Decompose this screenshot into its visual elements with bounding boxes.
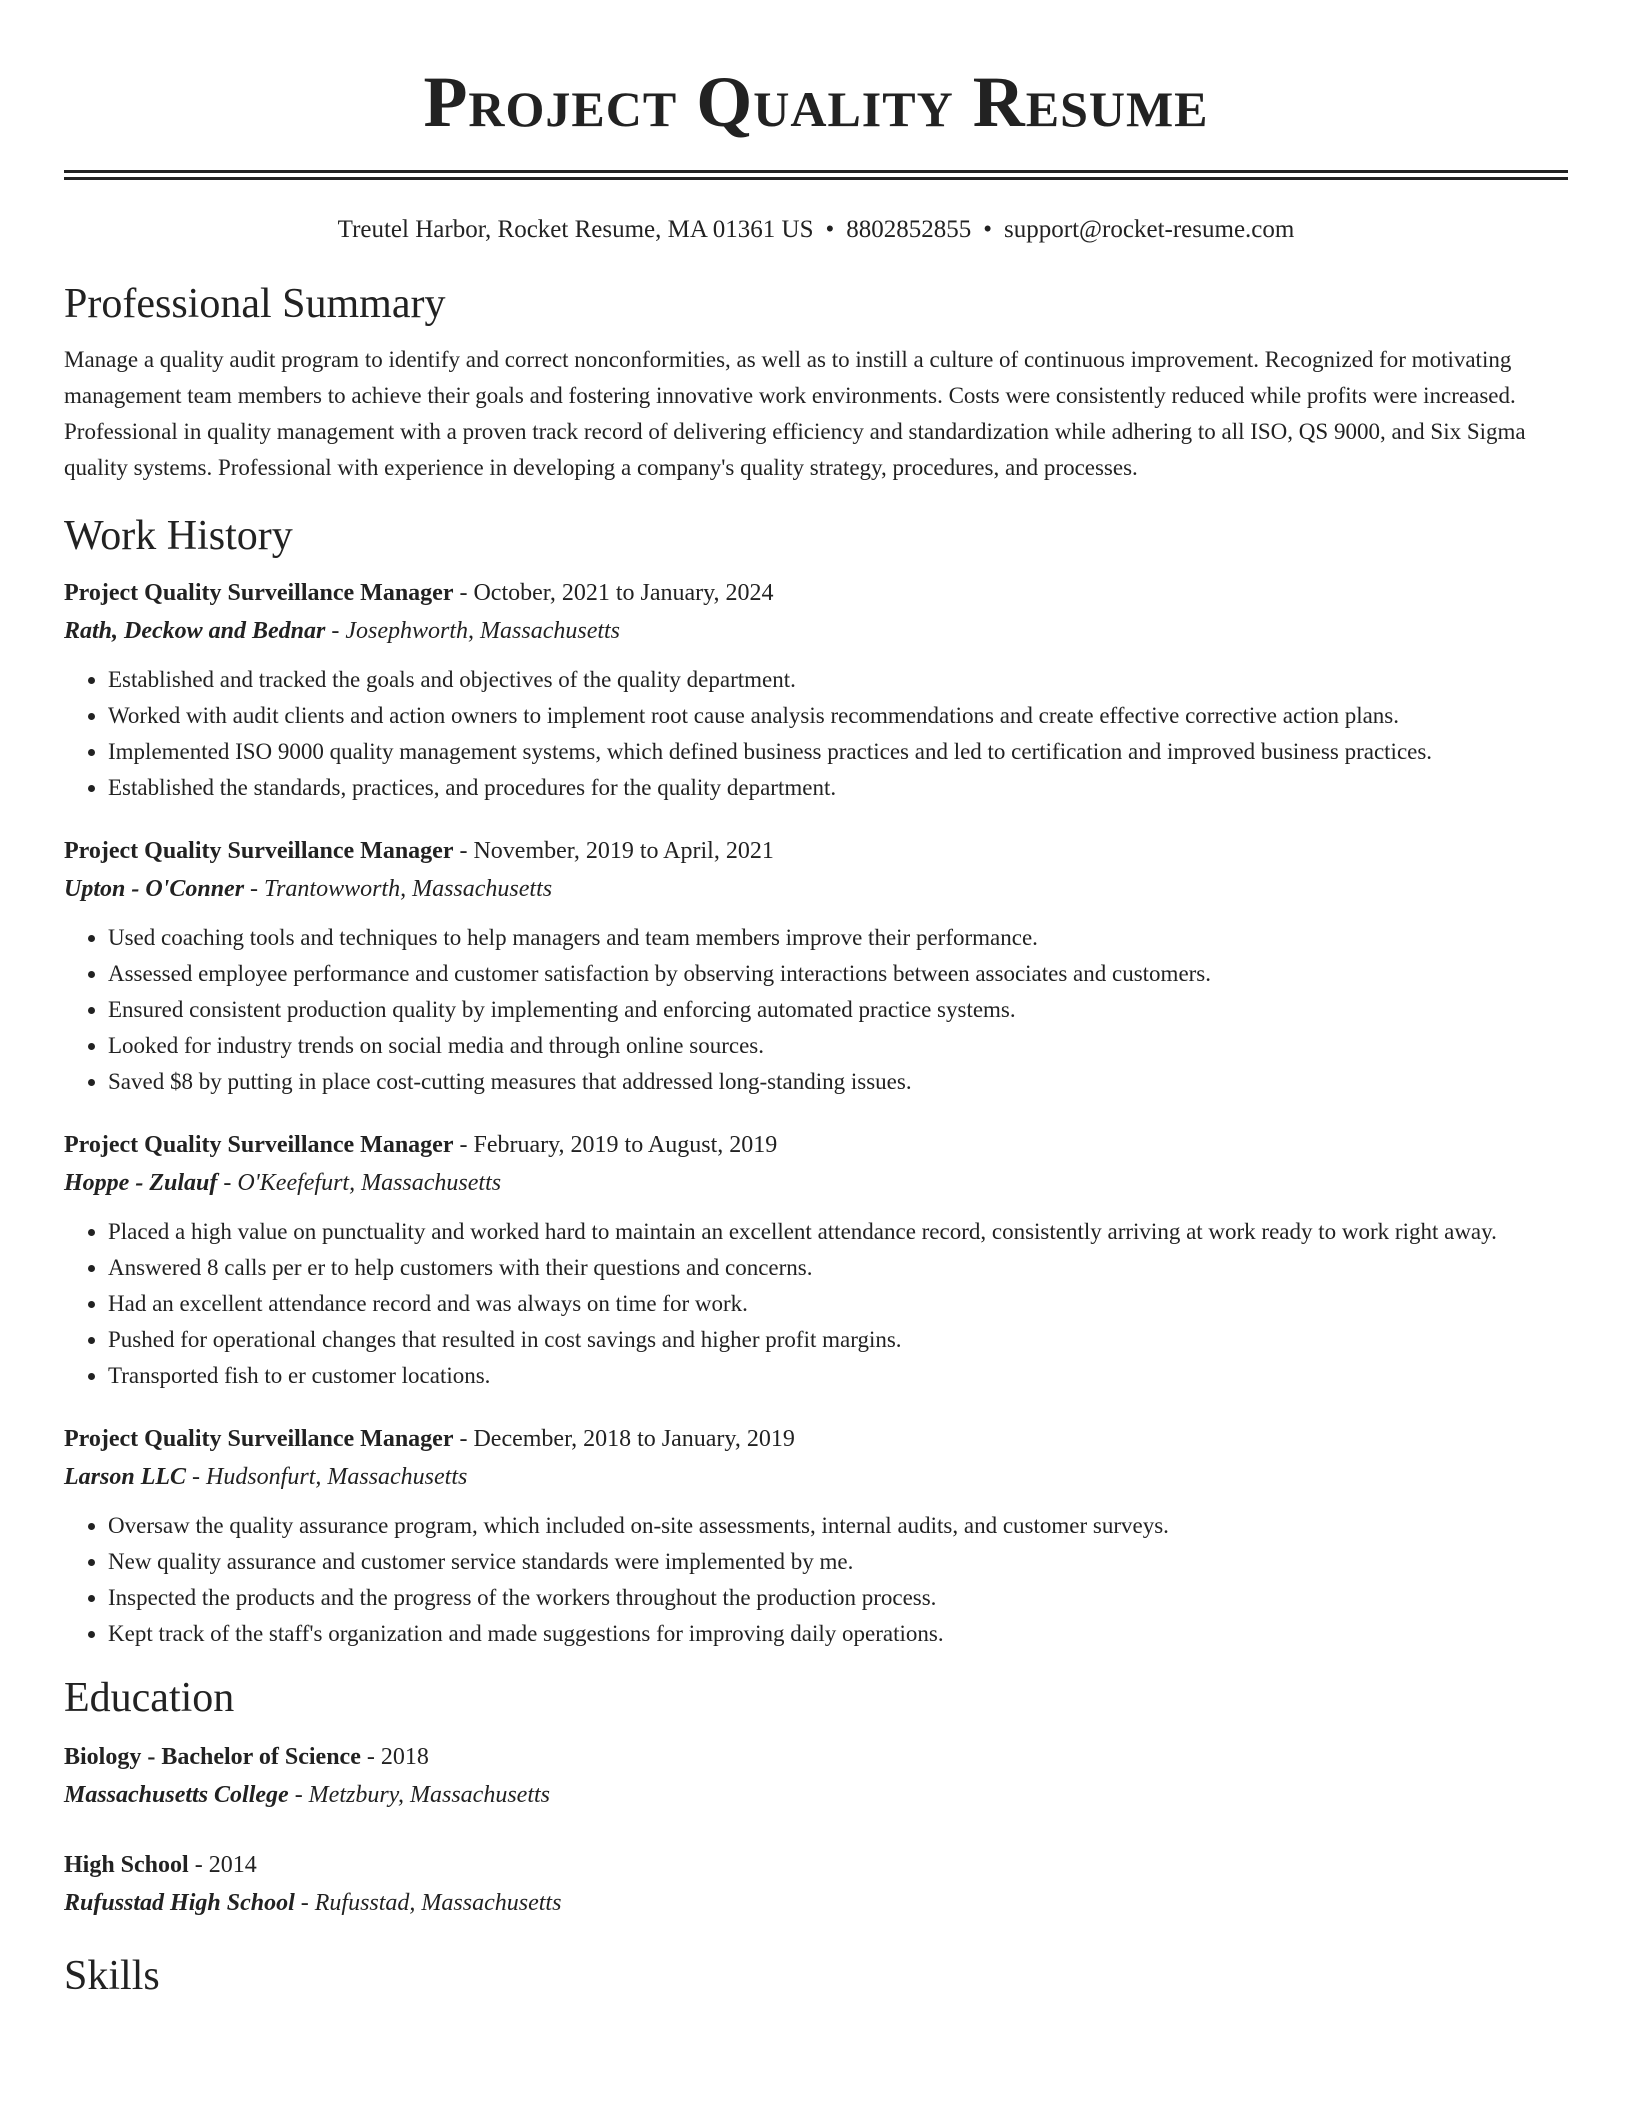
job-title: Project Quality Surveillance Manager	[64, 1132, 454, 1158]
job-bullet: • Inspected the products and the progress of the workers throughout the production process.	[108, 1580, 1568, 1616]
job-bullet: • Used coaching tools and techniques to help managers and team members improve their performance.	[108, 920, 1568, 956]
job-bullets	[64, 1508, 1568, 1652]
degree-name: High School	[64, 1852, 189, 1878]
job-bullet: • Implemented ISO 9000 quality management systems, which defined business practices and led to certification and improved business practices.	[108, 734, 1568, 770]
employer-line	[64, 1458, 1568, 1496]
job-bullet: • Worked with audit clients and action owners to implement root cause analysis recommendations and create effective corrective action plans.	[108, 698, 1568, 734]
job-bullet: • Answered 8 calls per er to help customers with their questions and concerns.	[108, 1250, 1568, 1286]
job-bullet: • Oversaw the quality assurance program, which included on-site assessments, internal audits, and customer surveys.	[108, 1508, 1568, 1544]
job-title-line	[64, 1126, 1568, 1164]
job-entry	[64, 832, 1568, 1100]
degree-year: - 2014	[188, 1852, 257, 1878]
job-title: Project Quality Surveillance Manager	[64, 580, 454, 606]
summary-heading: Professional Summary	[64, 281, 446, 327]
employer-location: - Josephworth, Massachusetts	[325, 618, 621, 644]
employer-location: - Hudsonfurt, Massachusetts	[186, 1464, 468, 1490]
job-bullet: • Assessed employee performance and customer satisfaction by observing interactions between associates and customers.	[108, 956, 1568, 992]
job-title-line	[64, 1420, 1568, 1458]
job-entry	[64, 1126, 1568, 1394]
education-heading: Education	[64, 1675, 235, 1721]
degree-year: - 2018	[360, 1744, 429, 1770]
contact-separator: •	[825, 216, 835, 243]
education-entry	[64, 1846, 1568, 1922]
school-name: Rufusstad High School	[64, 1890, 295, 1916]
school-location: - Metzbury, Massachusetts	[288, 1782, 550, 1808]
resume-name: Project Quality Resume	[423, 62, 1209, 142]
job-bullet: • Established and tracked the goals and objectives of the quality department.	[108, 662, 1568, 698]
employer-name: Rath, Deckow and Bednar	[64, 618, 326, 644]
degree-line	[64, 1846, 1568, 1884]
job-bullet: • Ensured consistent production quality by implementing and enforcing automated practice systems.	[108, 992, 1568, 1028]
degree-line	[64, 1738, 1568, 1776]
job-dates: - December, 2018 to January, 2019	[453, 1426, 795, 1452]
employer-line	[64, 1164, 1568, 1202]
summary-text: Manage a quality audit program to identify and correct nonconformities, as well as to instill a culture of continuous improvement. Recognized for motivating management team members to achieve their goals and fostering innovative work environments. Costs were consistently reduced while profits were increased. Professional in quality management with a proven track record of delivering efficiency and standardization while adhering to all ISO, QS 9000, and Six Sigma quality systems. Professional with experience in developing a company's quality strategy, procedures, and processes.	[64, 347, 1526, 480]
contact-email: support@rocket-resume.com	[1004, 216, 1295, 243]
job-title-line	[64, 574, 1568, 612]
job-dates: - November, 2019 to April, 2021	[453, 838, 774, 864]
employer-line	[64, 612, 1568, 650]
job-bullet: • Saved $8 by putting in place cost-cutting measures that addressed long-standing issues.	[108, 1064, 1568, 1100]
job-bullet: • Transported fish to er customer locations.	[108, 1358, 1568, 1394]
job-title-line	[64, 832, 1568, 870]
employer-location: - O'Keefefurt, Massachusetts	[217, 1170, 502, 1196]
job-bullet: • Kept track of the staff's organization and made suggestions for improving daily operations.	[108, 1616, 1568, 1652]
job-dates: - February, 2019 to August, 2019	[453, 1132, 778, 1158]
education-entry	[64, 1738, 1568, 1814]
contact-separator: •	[983, 216, 993, 243]
job-entry	[64, 1420, 1568, 1652]
contact-address: Treutel Harbor, Rocket Resume, MA 01361 US	[337, 216, 814, 243]
employer-name: Larson LLC	[64, 1464, 187, 1490]
job-bullets	[64, 920, 1568, 1100]
school-line	[64, 1776, 1568, 1814]
job-bullets	[64, 1214, 1568, 1394]
employer-location: - Trantowworth, Massachusetts	[244, 876, 553, 902]
employer-name: Upton - O'Conner	[64, 876, 245, 902]
school-line	[64, 1884, 1568, 1922]
job-bullet: • Looked for industry trends on social media and through online sources.	[108, 1028, 1568, 1064]
job-entry	[64, 574, 1568, 806]
employer-name: Hoppe - Zulauf	[64, 1170, 218, 1196]
job-bullet: • Established the standards, practices, and procedures for the quality department.	[108, 770, 1568, 806]
job-title: Project Quality Surveillance Manager	[64, 1426, 454, 1452]
header-divider	[64, 170, 1568, 180]
skills-heading: Skills	[64, 1953, 160, 1999]
degree-name: Biology - Bachelor of Science	[64, 1744, 361, 1770]
job-dates: - October, 2021 to January, 2024	[453, 580, 774, 606]
job-bullet: • New quality assurance and customer service standards were implemented by me.	[108, 1544, 1568, 1580]
work-history-heading: Work History	[64, 513, 293, 559]
school-name: Massachusetts College	[64, 1782, 289, 1808]
job-bullets	[64, 662, 1568, 806]
contact-phone: 8802852855	[846, 216, 972, 243]
job-bullet: • Pushed for operational changes that resulted in cost savings and higher profit margins.	[108, 1322, 1568, 1358]
employer-line	[64, 870, 1568, 908]
contact-line	[64, 214, 1568, 246]
job-bullet: • Had an excellent attendance record and was always on time for work.	[108, 1286, 1568, 1322]
job-title: Project Quality Surveillance Manager	[64, 838, 454, 864]
job-bullet: • Placed a high value on punctuality and worked hard to maintain an excellent attendance record, consistently arriving at work ready to work right away.	[108, 1214, 1568, 1250]
school-location: - Rufusstad, Massachusetts	[294, 1890, 562, 1916]
